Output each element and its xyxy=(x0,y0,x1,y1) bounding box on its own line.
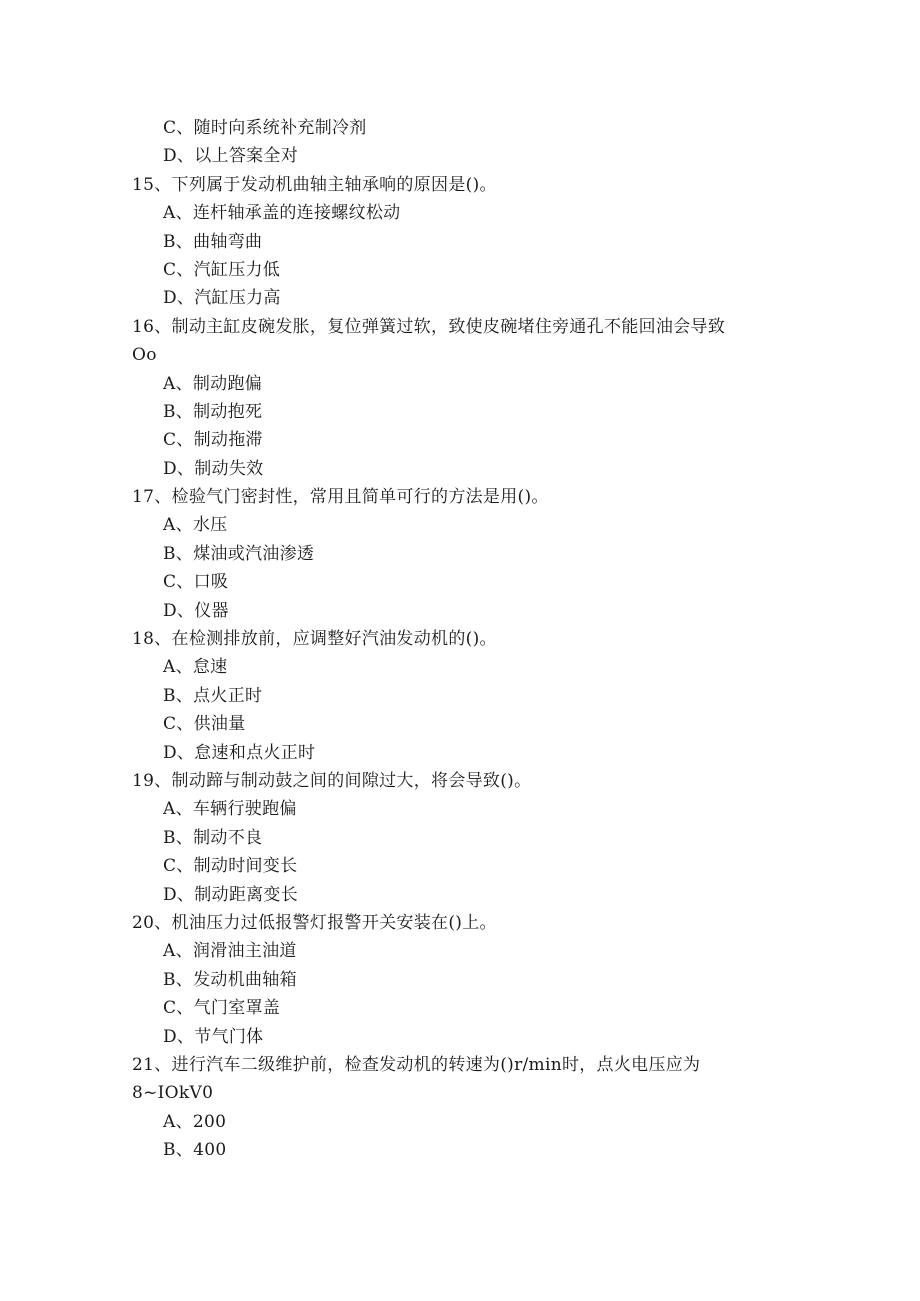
option-line: D、怠速和点火正时 xyxy=(163,742,316,763)
question-line: 15、下列属于发动机曲轴主轴承响的原因是()。 xyxy=(132,174,497,195)
option-line: A、怠速 xyxy=(163,657,228,678)
option-line: A、制动跑偏 xyxy=(163,373,263,394)
option-line: B、发动机曲轴箱 xyxy=(163,969,297,990)
option-line: D、汽缸压力高 xyxy=(163,288,281,309)
option-line: D、制动距离变长 xyxy=(163,884,299,905)
option-line: C、制动时间变长 xyxy=(163,856,298,877)
option-line: C、口吸 xyxy=(163,572,229,593)
option-line: C、制动拖滞 xyxy=(163,430,263,451)
question-list xyxy=(132,114,772,1164)
option-line: B、制动不良 xyxy=(163,827,263,848)
option-line: A、水压 xyxy=(163,515,228,536)
question-line: 16、制动主缸皮碗发胀，复位弹簧过软，致使皮碗堵住旁通孔不能回油会导致 xyxy=(132,316,726,337)
option-line: D、制动失效 xyxy=(163,458,264,479)
option-line: D、以上答案全对 xyxy=(163,146,299,167)
question-line: 18、在检测排放前，应调整好汽油发动机的()。 xyxy=(132,629,497,650)
option-line: B、煤油或汽油渗透 xyxy=(163,543,315,564)
question-line: 20、机油压力过低报警灯报警开关安装在()上。 xyxy=(132,912,497,933)
option-line: D、节气门体 xyxy=(163,1026,264,1047)
option-line: B、点火正时 xyxy=(163,685,263,706)
option-line: C、随时向系统补充制冷剂 xyxy=(163,118,367,138)
question-line: 17、检验气门密封性，常用且简单可行的方法是用()。 xyxy=(132,487,549,508)
option-line: D、仪器 xyxy=(163,600,229,621)
option-line: C、气门室罩盖 xyxy=(163,998,281,1019)
option-line: A、润滑油主油道 xyxy=(163,941,297,962)
option-line: A、车辆行驶跑偏 xyxy=(163,799,297,820)
option-line: C、汽缸压力低 xyxy=(163,259,281,280)
option-line: A、连杆轴承盖的连接螺纹松动 xyxy=(163,203,401,224)
option-line: B、400 xyxy=(163,1140,227,1161)
option-line: C、供油量 xyxy=(163,714,246,735)
question-line: 21、进行汽车二级维护前，检查发动机的转速为()r/min时，点火电压应为 xyxy=(132,1054,701,1075)
option-line: B、制动抱死 xyxy=(163,401,263,422)
question-continuation: 8~IOkV0 xyxy=(132,1083,214,1104)
question-continuation: Oo xyxy=(132,345,157,366)
option-line: B、曲轴弯曲 xyxy=(163,231,263,252)
option-line: A、200 xyxy=(163,1111,227,1132)
question-line: 19、制动蹄与制动鼓之间的间隙过大，将会导致()。 xyxy=(132,770,532,791)
